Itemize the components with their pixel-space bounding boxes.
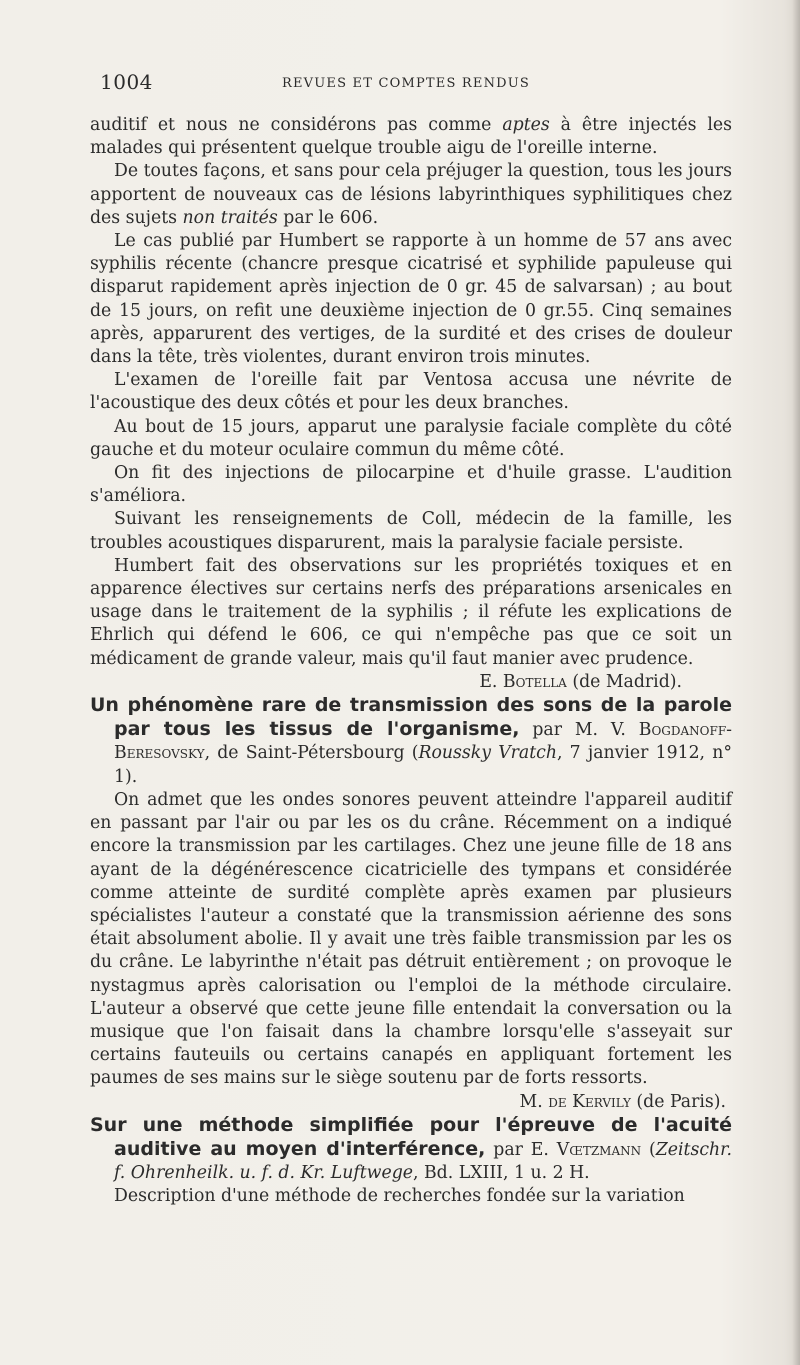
page-header — [100, 70, 740, 100]
paragraph: Le cas publié par Humbert se rapporte à un homme de 57 ans avec syphilis récente (chancre presque cicatrisé et syphilide papuleuse qui disparut rapidement après injection de 0 gr. 45 de salvarsan) ; au bout de 15 jours, on refit une deuxième injection de 0 gr.55. Cinq semaines après, apparurent des vertiges, de la surdité et des crises de douleur dans la tête, très violentes, durant environ trois minutes. — [90, 231, 732, 368]
author-name: Vœtzmann — [556, 1139, 642, 1160]
article-heading — [90, 694, 732, 789]
paragraph: L'examen de l'oreille fait par Ventosa accusa une névrite de l'acoustique des deux côtés et pour les deux branches. — [90, 370, 732, 414]
author-name: Bogdanoff-Beresovsky — [114, 720, 732, 764]
paragraph: On admet que les ondes sonores peuvent atteindre l'appareil auditif en passant par l'air ou par les os du crâne. Récemment on a indiqué encore la transmission par les cartilages. Chez une jeune fille de 18 ans ayant de la dégénérescence cicatricielle des tympans et considérée comme atteinte de surdité complète après examen par plusieurs spécialistes l'auteur a constaté que la transmission aérienne des sons était absolument abolie. Il y avait une très faible transmission par les os du crâne. Le labyrinthe n'était pas détruit entièrement ; on provoque le nystagmus après calorisation ou l'emploi de la méthode circulaire. L'auteur a observé que cette jeune fille entendait la conversation ou la musique que l'on faisait dans la chambre lorsqu'elle s'asseyait sur certains fauteuils ou certains canapés en appliquant fortement les paumes de ses mains sur le siège soutenu par de forts ressorts. — [90, 789, 732, 1089]
running-head: REVUES ET COMPTES RENDUS — [282, 76, 531, 91]
text-span: auditif et nous ne considérons pas comme — [90, 115, 503, 135]
text-span: à être injectés les malades qui présentent quelque trouble aigu de l'oreille interne. — [90, 115, 732, 159]
text-span: , 7 janvier 1912, n° 1). — [114, 743, 732, 787]
author-name: Botella — [502, 671, 567, 692]
author-name: Kervily — [566, 1091, 631, 1112]
text-span: M. — [519, 1091, 549, 1112]
italic-text: non traités — [182, 207, 278, 228]
text-span: par E. — [485, 1139, 557, 1160]
text-span: (de Madrid). — [566, 671, 682, 692]
signature-text — [520, 1091, 726, 1114]
article-heading — [90, 1114, 732, 1186]
paragraph: Humbert fait des observations sur les propriétés toxiques et en apparence électives sur certains nerfs des préparations arsenicales en usage dans le traitement de la syphilis ; il réfute les explications de Ehrlich qui défend le 606, ce qui n'empêche pas que ce soit un médicament de grande valeur, mais qu'il faut manier avec prudence. — [90, 555, 732, 669]
paragraph: Au bout de 15 jours, apparut une paralysie faciale complète du côté gauche et du moteur oculaire commun du même côté. — [90, 416, 732, 460]
paragraph: Suivant les renseignements de Coll, médecin de la famille, les troubles acoustiques disparurent, mais la paralysie faciale persiste. — [90, 509, 732, 553]
text-span: de — [548, 1091, 567, 1112]
text-span: , Bd. LXIII, 1 u. 2 H. — [413, 1163, 590, 1184]
paragraph: On fit des injections de pilocarpine et d'huile grasse. L'audition s'améliora. — [90, 463, 732, 507]
text-span: , de Saint-Pétersbourg ( — [204, 743, 419, 764]
journal-title: Roussky Vratch — [418, 743, 557, 764]
paragraph — [90, 114, 732, 160]
text-span: E. — [479, 671, 503, 692]
italic-text: aptes — [502, 115, 550, 135]
journal-title: Zeitschr. f. Ohrenheilk. u. f. d. Kr. Luftwege — [114, 1139, 732, 1184]
body-text — [90, 114, 732, 1209]
text-span: par M. V. — [519, 720, 639, 741]
paragraph: Description d'une méthode de recherches fondée sur la variation — [114, 1186, 685, 1207]
heading-title: Un phénomène rare de transmission des sons de la parole par tous les tissus de l'organisme, — [90, 694, 732, 741]
page-edge-shadow — [792, 0, 800, 1365]
signature-kervily — [90, 1091, 732, 1114]
text-span: (de Paris). — [630, 1091, 726, 1112]
page-number: 1004 — [100, 70, 153, 94]
signature-botella — [90, 671, 732, 694]
text-span: De toutes façons, et sans pour cela préjuger la question, tous les jours apportent de nouveaux cas de lésions labyrinthiques syphilitiques chez des sujets — [90, 161, 732, 228]
text-span: par le 606. — [277, 207, 379, 228]
text-span: ( — [641, 1139, 656, 1160]
paragraph — [90, 160, 732, 230]
heading-title: Sur une méthode simplifiée pour l'épreuve de l'acuité auditive au moyen d'interférence, — [90, 1113, 732, 1160]
